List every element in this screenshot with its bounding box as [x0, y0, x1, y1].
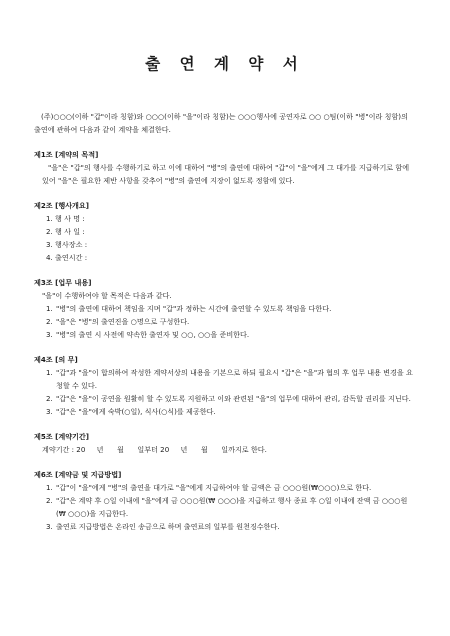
article-5-body: 계약기간 : 20 년 월 일부터 20 년 월 일까지로 한다. [42, 445, 267, 454]
article-5 [34, 430, 416, 456]
event-date-field: 2. 행 사 일 : [46, 227, 85, 236]
article-4-list [34, 366, 416, 418]
item-number: 3. [46, 522, 53, 531]
item-text: "갑"과 "을"이 합의하여 작성한 계약서상의 내용을 기본으로 하되 필요시 "갑"은 "을"과 협의 후 업무 내용 변경을 요청할 수 있다. [56, 368, 413, 390]
article-1-body: "을"은 "갑"의 행사를 수행하기로 하고 이에 대하여 "병"의 출연에 대하여 "갑"이 "을"에게 그 대가를 지급하기로 함에 있어 "을"은 필요한 제반 사항을 갖추어 "병"의 출연에 지장이 없도록 정함에 있다. [42, 163, 410, 185]
item-number: 3. [46, 330, 53, 339]
item-text: "갑"이 "을"에게 "병"의 출연을 대가로 "을"에게 지급하여야 할 금액은 금 ○○○원(₩○○○)으로 한다. [56, 483, 372, 492]
item-text: "갑"은 계약 후 ○일 이내에 "을"에게 금 ○○○원(₩ ○○○)을 지급하고 행사 종료 후 ○일 이내에 잔액 금 ○○○원(₩ ○○○)을 지급한다. [56, 496, 408, 518]
list-item [34, 315, 416, 328]
item-text: "갑"은 "을"이 공연을 원활히 할 수 있도록 지원하고 이와 관련된 "을"의 업무에 대하여 관리, 감독할 권리를 지닌다. [56, 394, 411, 403]
item-number: 2. [46, 394, 53, 403]
article-6-list [34, 481, 416, 533]
article-3-heading: 제3조 [업무 내용] [34, 278, 92, 287]
article-3 [34, 276, 416, 341]
event-name-field: 1. 행 사 명 : [46, 214, 85, 223]
article-4 [34, 353, 416, 418]
article-2 [34, 199, 416, 264]
document-title: 출 연 계 약 서 [145, 54, 305, 73]
event-venue-field: 3. 행사장소 : [46, 240, 88, 249]
article-5-heading: 제5조 [계약기간] [34, 432, 90, 441]
item-number: 1. [46, 368, 53, 377]
article-3-lead: "을"이 수행하여야 할 목적은 다음과 같다. [42, 291, 172, 300]
list-item [34, 328, 416, 341]
list-item [34, 366, 416, 392]
list-item [34, 520, 416, 533]
item-text: "병"의 출연에 대하여 책임을 지며 "갑"과 정하는 시간에 출연할 수 있도록 책임을 다한다. [56, 304, 332, 313]
article-3-list [34, 302, 416, 341]
item-number: 1. [46, 304, 53, 313]
article-4-heading: 제4조 [의 무] [34, 355, 78, 364]
list-item [34, 392, 416, 405]
item-number: 3. [46, 407, 53, 416]
item-text: "병"의 출연 시 사전에 약속한 출연자 및 ○○, ○○을 준비한다. [56, 330, 250, 339]
item-text: 출연료 지급방법은 온라인 송금으로 하며 출연료의 일부를 원천징수한다. [56, 522, 280, 531]
intro-paragraph: (주)○○○(이하 "갑"이라 칭함)와 ○○○(이하 "을"이라 칭함)는 ○○○행사에 공연자로 ○○ ○팀(이하 "병"이라 칭함)의 출연에 관하여 다음과 같이 계약을 체결한다. [34, 112, 408, 134]
article-1 [34, 148, 416, 187]
article-1-heading: 제1조 [계약의 목적] [34, 150, 99, 159]
article-2-heading: 제2조 [행사개요] [34, 201, 90, 210]
list-item [34, 302, 416, 315]
item-number: 2. [46, 317, 53, 326]
article-6-heading: 제6조 [계약금 및 지급방법] [34, 470, 122, 479]
article-6 [34, 468, 416, 533]
item-number: 1. [46, 483, 53, 492]
list-item [34, 405, 416, 418]
list-item [34, 481, 416, 494]
event-overview-list [34, 212, 416, 264]
item-number: 2. [46, 496, 53, 505]
list-item [34, 494, 416, 520]
performance-time-field: 4. 출연시간 : [46, 253, 88, 262]
item-text: "을"은 "병"의 출연진을 ○명으로 구성한다. [56, 317, 190, 326]
item-text: "갑"은 "을"에게 숙박(○일), 식사(○식)를 제공한다. [56, 407, 216, 416]
